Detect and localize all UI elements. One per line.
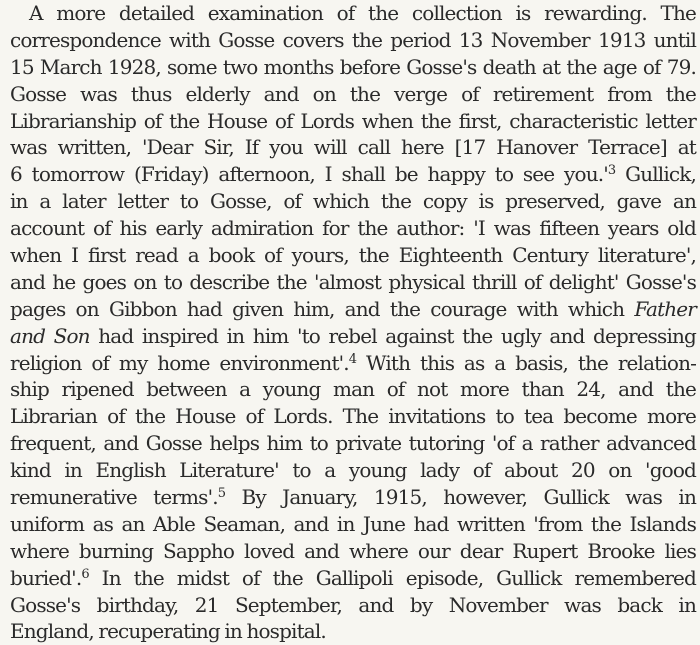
text-segment: In the midst of the Gallipoli episode, Gullick remembered <box>88 565 696 590</box>
text-segment: remunerative terms'. <box>10 485 218 510</box>
text-line: and he goes on to describe the 'almost physical thrill of delight' Gosse's <box>10 269 696 294</box>
text-segment: 6 tomorrow (Friday) afternoon, I shall be happy to see you.' <box>10 162 608 187</box>
text-line: account of his early admiration for the author: 'I was fifteen years old <box>10 216 696 241</box>
text-segment: had inspired in him 'to rebel against the ugly and depressing <box>89 323 696 348</box>
text-line: uniform as an Able Seaman, and in June had written 'from the Islands <box>10 511 696 536</box>
text-line: frequent, and Gosse helps him to private tutoring 'of a rather advanced <box>10 431 696 456</box>
text-line <box>10 323 696 350</box>
text-line: ship ripened between a young man of not more than 24, and the <box>10 377 696 402</box>
footnote-marker: 6 <box>81 566 89 582</box>
text-line: when I first read a book of yours, the Eighteenth Century literature', <box>10 243 696 268</box>
text-line: A more detailed examination of the collection is rewarding. The <box>29 1 696 25</box>
text-line: kind in English Literature' to a young lady of about 20 on 'good <box>10 458 696 483</box>
text-line <box>10 484 696 511</box>
text-line: was written, 'Dear Sir, If you will call here [17 Hanover Terrace] at <box>10 135 696 160</box>
text-segment: By January, 1915, however, Gullick was in <box>225 485 696 510</box>
text-line: Gosse's birthday, 21 September, and by November was back in <box>10 592 696 617</box>
text-line: in a later letter to Gosse, of which the copy is preserved, gave an <box>10 189 696 214</box>
text-line <box>10 161 696 188</box>
text-segment: Gullick, <box>615 162 696 187</box>
text-line: where burning Sappho loved and where our dear Rupert Brooke lies <box>10 538 696 563</box>
text-line: Gosse was thus elderly and on the verge of retirement from the <box>10 81 696 106</box>
text-line: Librarianship of the House of Lords when the first, characteristic letter <box>10 108 696 133</box>
body-paragraph <box>10 0 696 645</box>
text-line: 15 March 1928, some two months before Gosse's death at the age of 79. <box>10 54 696 79</box>
italic-title: Father <box>634 296 696 321</box>
text-line: Librarian of the House of Lords. The invitations to tea become more <box>10 404 696 429</box>
text-line <box>10 296 696 323</box>
footnote-marker: 5 <box>217 486 226 502</box>
text-segment: buried'. <box>10 565 82 590</box>
text-line <box>10 350 696 377</box>
text-segment: With this as a basis, the relation- <box>356 350 697 375</box>
footnote-marker: 4 <box>348 351 357 367</box>
footnote-marker: 3 <box>607 163 616 179</box>
text-line: correspondence with Gosse covers the period 13 November 1913 until <box>10 27 696 52</box>
text-line: England, recuperating in hospital. <box>10 619 326 644</box>
italic-title: and Son <box>10 323 90 348</box>
text-segment: pages on Gibbon had given him, and the courage with which <box>10 296 635 321</box>
text-line <box>10 565 696 592</box>
text-segment: religion of my home environment'. <box>10 350 349 375</box>
